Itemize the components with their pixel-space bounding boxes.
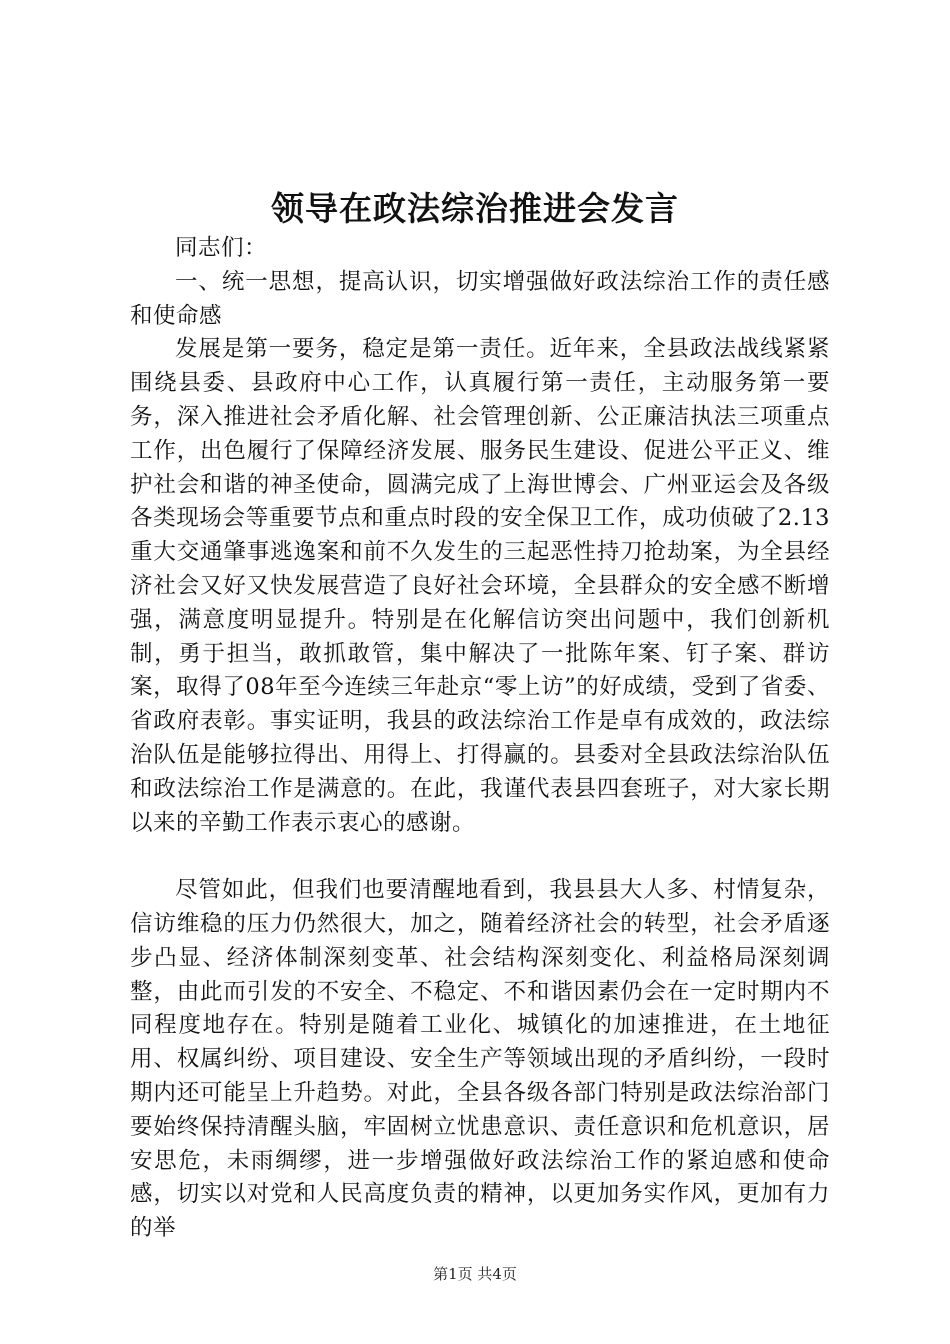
salutation: 同志们： [175,235,268,261]
page-number: 第1页 共4页 [433,1265,517,1283]
document-title: 领导在政法综治推进会发言 [271,189,679,228]
section-heading: 一、统一思想，提高认识，切实增强做好政法综治工作的责任感和使命感 [130,268,830,329]
document-body [130,232,830,1246]
body-paragraph: 尽管如此，但我们也要清醒地看到，我县县大人多、村情复杂，信访维稳的压力仍然很大，加之，随着经济社会的转型，社会矛盾逐步凸显、经济体制深刻变革、社会结构深刻变化、利益格局深刻调整，由此而引发的不安全、不稳定、不和谐因素仍会在一定时期内不同程度地存在。特别是随着工业化、城镇化的加速推进，在土地征用、权属纠纷、项目建设、安全生产等领域出现的矛盾纠纷，一段时期内还可能呈上升趋势。对此，全县各级各部门特别是政法综治部门要始终保持清醒头脑，牢固树立忧患意识、责任意识和危机意识，居安思危，未雨绸缪，进一步增强做好政法综治工作的紧迫感和使命感，切实以对党和人民高度负责的精神，以更加务实作风，更加有力的举 [130,877,830,1242]
body-paragraph: 发展是第一要务，稳定是第一责任。近年来，全县政法战线紧紧围绕县委、县政府中心工作，认真履行第一责任，主动服务第一要务，深入推进社会矛盾化解、社会管理创新、公正廉洁执法三项重点工作，出色履行了保障经济发展、服务民生建设、促进公平正义、维护社会和谐的神圣使命，圆满完成了上海世博会、广州亚运会及各级各类现场会等重要节点和重点时段的安全保卫工作，成功侦破了2.13重大交通肇事逃逸案和前不久发生的三起恶性持刀抢劫案，为全县经济社会又好又快发展营造了良好社会环境，全县群众的安全感不断增强，满意度明显提升。特别是在化解信访突出问题中，我们创新机制，勇于担当，敢抓敢管，集中解决了一批陈年案、钉子案、群访案，取得了08年至今连续三年赴京“零上访”的好成绩，受到了省委、省政府表彰。事实证明，我县的政法综治工作是卓有成效的，政法综治队伍是能够拉得出、用得上、打得赢的。县委对全县政法综治队伍和政法综治工作是满意的。在此，我谨代表县四套班子，对大家长期以来的辛勤工作表示衷心的感谢。 [130,336,830,836]
